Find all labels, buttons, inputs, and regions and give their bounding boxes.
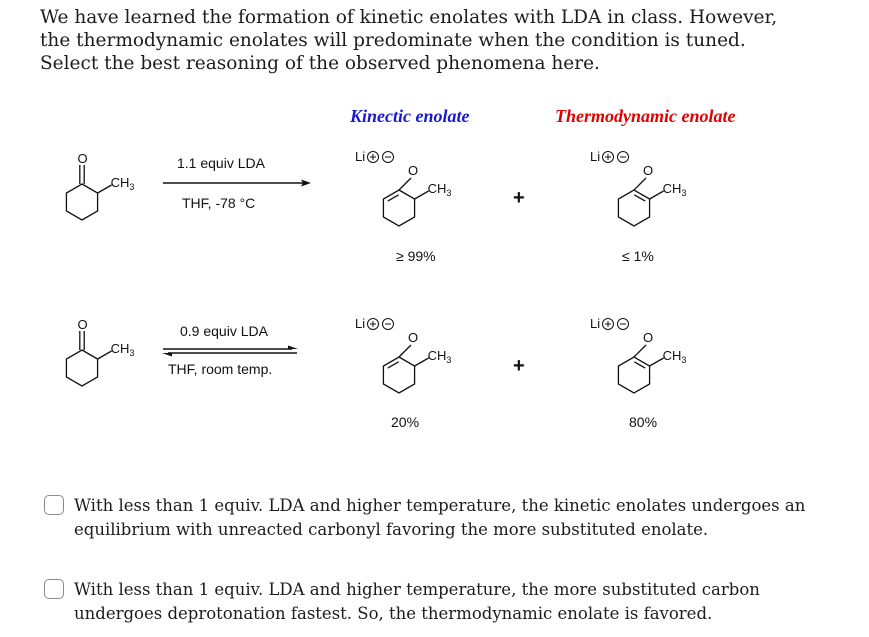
answer-option-1-text: With less than 1 equiv. LDA and higher temperature, the kinetic enolates undergoes an equilibrium with unreacted carbonyl favoring the more substituted enolate. [74, 496, 806, 539]
answer-option-2-text: With less than 1 equiv. LDA and higher temperature, the more substituted carbon undergoes deprotonation fastest. So, the thermodynamic enolate is favored. [74, 580, 760, 623]
cyclohexanone-reactant-1 [66, 151, 134, 220]
reagent-2: 0.9 equiv LDA [180, 323, 268, 339]
lithium-label: Li [590, 316, 601, 331]
answer-option-1[interactable] [44, 494, 824, 542]
reagent-1: 1.1 equiv LDA [177, 155, 265, 171]
methyl-label: $CH_3$ [110, 175, 135, 192]
methyl-label: $CH_3$ [662, 181, 687, 198]
methyl-label: $CH_3$ [110, 341, 135, 358]
methyl-label: $CH_3$ [427, 348, 452, 365]
kinetic-enolate-2 [355, 316, 451, 393]
forward-arrow [163, 180, 311, 187]
kinetic-yield-2: 20% [391, 414, 420, 430]
oxygen-label: O [77, 151, 88, 166]
conditions-1: THF, -78 °C [182, 195, 256, 211]
lithium-label: Li [590, 149, 601, 164]
lithium-label: Li [355, 316, 366, 331]
question-text: We have learned the formation of kinetic enolates with LDA in class. However, the thermodynamic enolates will predominate when the condition is tuned. Select the best reasoning of the observed phenomena here. [40, 7, 778, 74]
thermodynamic-enolate-2 [590, 316, 686, 393]
cyclohexanone-reactant-2 [66, 317, 134, 386]
checkbox-2[interactable] [44, 579, 64, 599]
thermo-yield-1: ≤ 1% [622, 248, 654, 264]
oxygen-label: O [643, 163, 654, 178]
thermo-yield-2: 80% [629, 414, 658, 430]
methyl-label: $CH_3$ [427, 181, 452, 198]
kinetic-enolate-heading: Kinectic enolate [350, 106, 470, 126]
oxygen-label: O [408, 330, 419, 345]
conditions-2: THF, room temp. [168, 361, 273, 377]
kinetic-yield-1: ≥ 99% [396, 248, 436, 264]
checkbox-1[interactable] [44, 495, 64, 515]
plus-sign-2: + [513, 355, 525, 377]
thermodynamic-enolate-heading: Thermodynamic enolate [555, 106, 736, 126]
kinetic-enolate-1 [355, 149, 451, 226]
oxygen-label: O [77, 317, 88, 332]
lithium-label: Li [355, 149, 366, 164]
oxygen-label: O [408, 163, 419, 178]
plus-sign-1: + [513, 187, 525, 209]
equilibrium-arrow [162, 346, 298, 357]
methyl-label: $CH_3$ [662, 348, 687, 365]
thermodynamic-enolate-1 [590, 149, 686, 226]
oxygen-label: O [643, 330, 654, 345]
answer-option-2[interactable] [44, 578, 824, 626]
